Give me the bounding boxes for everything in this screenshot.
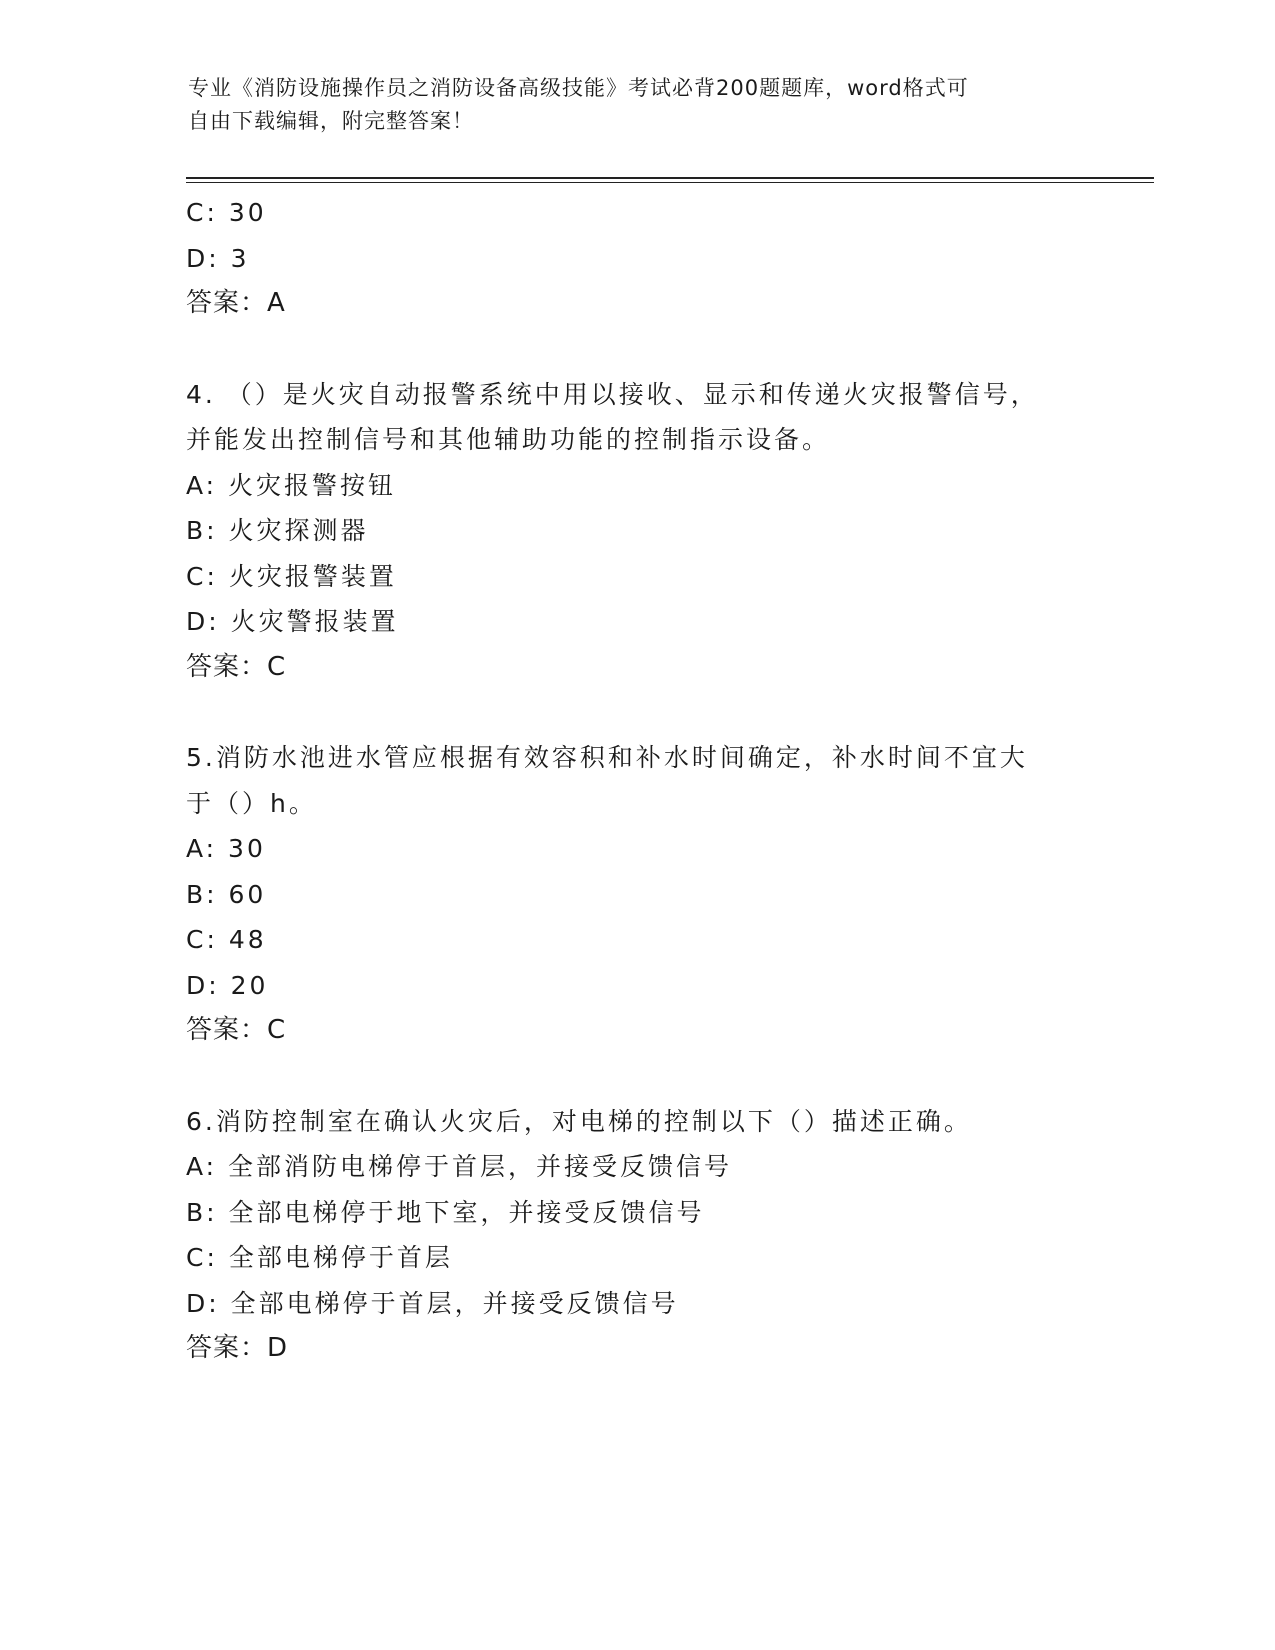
question-list <box>186 190 1086 1372</box>
option-c: C: 全部电梯停于首层 <box>186 1243 453 1272</box>
option-d: D: 火灾警报装置 <box>186 607 399 636</box>
question-5 <box>186 735 1086 1054</box>
option-d: D: 20 <box>186 970 269 1000</box>
question-stem-line-1: 4. （）是火灾自动报警系统中用以接收、显示和传递火灾报警信号， <box>186 379 1039 409</box>
answer-value: C <box>267 1015 287 1045</box>
option-a: A: 全部消防电梯停于首层，并接受反馈信号 <box>186 1152 733 1181</box>
option-d: D: 全部电梯停于首层，并接受反馈信号 <box>186 1288 679 1318</box>
header-title-line-1: 专业《消防设施操作员之消防设备高级技能》考试必背200题题库，word格式可 <box>188 76 969 100</box>
spacer <box>186 327 1086 372</box>
option-a: A: 30 <box>186 834 266 863</box>
answer-value: A <box>267 288 286 318</box>
question-stem-line-2: 于（）h。 <box>186 788 317 818</box>
answer-line <box>186 281 1086 327</box>
spacer <box>186 690 1086 735</box>
answer-label: 答案： <box>186 288 268 318</box>
option-b: B: 60 <box>186 879 267 909</box>
question-4 <box>186 372 1086 691</box>
answer-label: 答案： <box>186 651 268 682</box>
answer-label: 答案： <box>186 1015 268 1045</box>
header-title-line-2: 自由下载编辑，附完整答案！ <box>188 109 474 133</box>
answer-value: D <box>267 1333 289 1363</box>
header-divider-thick <box>186 177 1154 179</box>
option-b: B: 火灾探测器 <box>186 516 369 545</box>
answer-line <box>186 1326 1086 1372</box>
answer-line <box>186 645 1086 691</box>
option-c: C: 30 <box>186 198 267 227</box>
question-stem-line-1: 5.消防水池进水管应根据有效容积和补水时间确定，补水时间不宜大 <box>186 743 1028 772</box>
option-b: B: 全部电梯停于地下室，并接受反馈信号 <box>186 1197 705 1227</box>
answer-label: 答案： <box>186 1333 268 1363</box>
question-stem-line-2: 并能发出控制信号和其他辅助功能的控制指示设备。 <box>186 425 831 454</box>
question-3 <box>186 190 1086 327</box>
question-6 <box>186 1099 1086 1372</box>
answer-line <box>186 1008 1086 1054</box>
option-a: A: 火灾报警按钮 <box>186 470 397 500</box>
header-divider-thin <box>186 182 1154 183</box>
page-header <box>188 72 1088 138</box>
question-stem-line-1: 6.消防控制室在确认火灾后，对电梯的控制以下（）描述正确。 <box>186 1106 972 1136</box>
option-c: C: 48 <box>186 925 267 954</box>
option-d: D: 3 <box>186 243 250 273</box>
answer-value: C <box>267 651 287 682</box>
spacer <box>186 1054 1086 1099</box>
option-c: C: 火灾报警装置 <box>186 561 397 591</box>
